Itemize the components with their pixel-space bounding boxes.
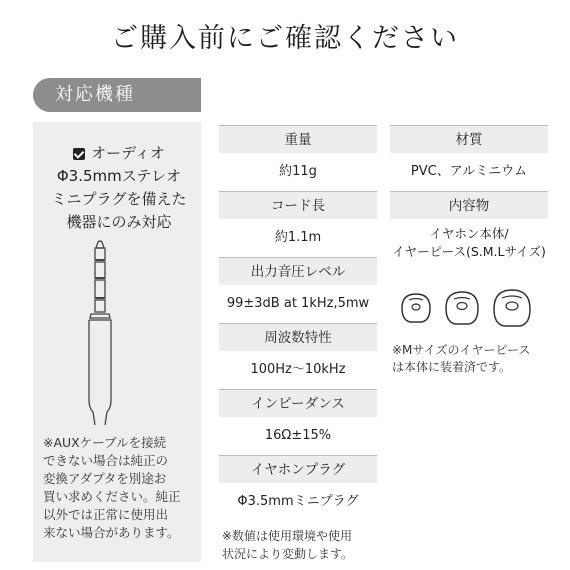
spec-label-contents: 内容物 (390, 191, 548, 219)
contents-line: イヤホン本体/ (429, 226, 509, 241)
note-line: は本体に装着済です。 (392, 360, 512, 374)
compat-line: Φ3.5mmステレオ (56, 167, 182, 185)
spec-value-spl: 99±3dB at 1kHz,5mw (226, 296, 370, 311)
spec-table-main (219, 125, 377, 521)
spec-value-frequency: 100Hz〜10kHz (250, 362, 346, 377)
note-line: 変換アダプタを別途お (43, 471, 167, 486)
compat-line: オーディオ (91, 144, 165, 162)
spec-label-impedance: インピーダンス (219, 389, 377, 417)
checked-box-icon (73, 148, 85, 160)
section-badge: 対応機種 (33, 78, 201, 112)
audio-plug-icon (73, 240, 163, 425)
ear-tips-icon (396, 286, 546, 330)
spec-label-material: 材質 (390, 125, 548, 153)
spec-value-material: PVC、アルミニウム (410, 164, 528, 179)
note-line: 以外では正常に使用出 (43, 507, 169, 522)
page-title: ご購入前にご確認ください (111, 23, 459, 54)
note-line: ※数値は使用環境や使用 (222, 529, 353, 543)
spec-value-cord: 約1.1m (274, 230, 322, 245)
spec-value-contents (390, 219, 548, 267)
aux-note (43, 434, 195, 542)
spec-label-cord: コード長 (219, 191, 377, 219)
spec-note (222, 527, 380, 563)
eartip-note (392, 342, 552, 376)
spec-table-materials (390, 125, 548, 267)
note-line: 買い求めください。純正 (43, 489, 181, 504)
compatibility-text (41, 142, 197, 234)
spec-label-weight: 重量 (219, 125, 377, 153)
spec-value-impedance: 16Ω±15% (264, 428, 332, 443)
note-line: 状況により変動します。 (222, 547, 354, 561)
spec-value-weight: 約11g (279, 164, 317, 179)
compatibility-panel (33, 122, 201, 562)
note-line: できない場合は純正の (43, 453, 169, 468)
contents-line: イヤーピース(S.M.Lサイズ) (392, 244, 546, 259)
spec-label-spl: 出力音圧レベル (219, 257, 377, 285)
note-line: ※Mサイズのイヤーピース (392, 343, 531, 357)
compat-line: 機器にのみ対応 (66, 213, 172, 231)
spec-label-frequency: 周波数特性 (219, 323, 377, 351)
spec-value-plug: Φ3.5mmミニプラグ (237, 494, 359, 509)
spec-label-plug: イヤホンプラグ (219, 455, 377, 483)
note-line: 来ない場合があります。 (43, 525, 180, 540)
note-line: ※AUXケーブルを接続 (43, 435, 167, 450)
compat-line: ミニプラグを備えた (51, 190, 187, 208)
